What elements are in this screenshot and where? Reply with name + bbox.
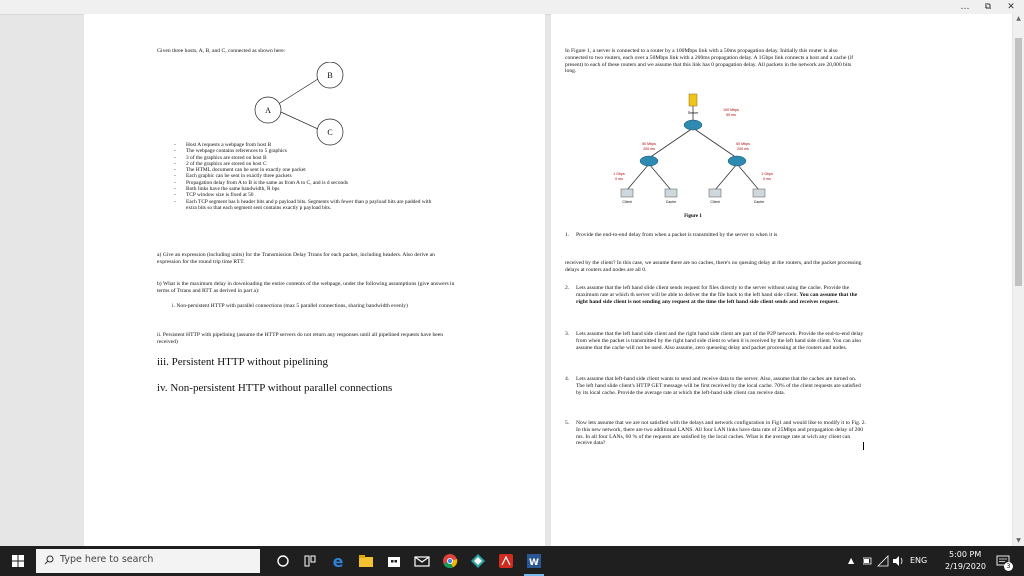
question-b-iii: iii. Persistent HTTP without pipelining <box>157 356 329 368</box>
word-icon[interactable] <box>524 551 544 571</box>
lan-right-delay: 0 ms <box>763 177 771 181</box>
mail-icon[interactable] <box>412 551 432 571</box>
question-b-iv: iv. Non-persistent HTTP without parallel connections <box>157 382 393 394</box>
taskbar <box>0 546 1024 576</box>
assumptions-list <box>172 142 432 211</box>
assumption-item: - Each TCP segment has h header bits and p payload bits. Segments with fewer than p payload bits are padded with extra bits so that each segment sent contains exactly p payload bits. <box>172 199 432 212</box>
question-number: 3. <box>565 331 570 337</box>
scroll-up-icon[interactable]: ▲ <box>1016 15 1021 22</box>
app-diamond-icon[interactable] <box>468 551 488 571</box>
question-3 <box>565 331 866 351</box>
question-number: 5. <box>565 420 570 426</box>
acrobat-icon[interactable] <box>496 551 516 571</box>
clock-date[interactable]: 2/19/2020 <box>945 562 987 571</box>
question-4 <box>565 376 866 396</box>
assumption-item: - The HTML document can be sent in exactly one packet <box>172 167 432 173</box>
windows-logo-icon <box>12 555 24 567</box>
node-b-label: B <box>327 71 333 80</box>
server-icon <box>689 94 697 106</box>
question-b-ii: ii. Persistent HTTP with pipelining (assume the HTTP servers do not return any responses until all pipelined requests have been received) <box>157 332 444 345</box>
router-icon <box>728 156 746 166</box>
assumption-item: - TCP window size is fixed at 50 <box>172 192 432 198</box>
question-b-i: i. Non-persistent HTTP with parallel connections (max 5 parallel connections, sharing bandwidth evenly) <box>172 303 408 309</box>
assumption-item: - 2 of the graphics are stored on host C <box>172 161 432 167</box>
network-icon[interactable] <box>877 555 889 567</box>
question-text: Now lets assume that we are not satisfied with the delays and network configuration in Fig1 and would like to modify it to Fig. 2. In this new network, there are two additional LANS. All four LAN links have data rate of 25Mbps and propagation delay of 200 ms. In all four LANs, 60 % of the requests are satisfied by the local caches. What is the average rate at wich any client can receive data? <box>576 420 866 447</box>
search-icon <box>44 555 54 565</box>
network-figure <box>591 92 831 222</box>
question-5 <box>565 420 866 447</box>
question-text: Lets assume that the left hand slide client sends request for files directly to the server without using the cache. Provide the maximum rate at which th server will be able to deliver the the file back to the left hand side client. <box>576 285 850 298</box>
clock-time[interactable]: 5:00 PM <box>949 550 982 559</box>
cache-label: Cache <box>753 200 765 204</box>
question-2 <box>565 285 866 305</box>
link-top-delay: 50 ms <box>726 113 736 117</box>
question-text: received by the client? In this case, we assume there are no caches, there's no queuing delay at the routers, and the packet processing delays at routers and nodes are all 0. <box>565 260 862 273</box>
client-label: Client <box>622 200 632 204</box>
question-number: 2. <box>565 285 570 291</box>
cortana-icon[interactable] <box>273 551 293 571</box>
question-b: b) What is the maximum delay in downloading the entire contents of the webpage, under the following assumptions (give answers in terms of Ttrans and RTT as derived in part a): <box>157 281 455 294</box>
window-title-bar <box>0 0 1024 15</box>
restore-icon[interactable]: ⧉ <box>984 2 992 12</box>
document-page-left <box>84 14 545 546</box>
node-a-label: A <box>265 106 271 115</box>
lan-left-delay: 0 ms <box>615 177 623 181</box>
vertical-scrollbar[interactable] <box>1013 14 1024 546</box>
server-label: Server <box>687 111 699 115</box>
link-right-delay: 200 ms <box>737 147 749 151</box>
task-view-icon[interactable] <box>300 551 320 571</box>
question-emphasis: You can assume that the right hand side client is not sending any request at the time the left hand side client sends and receives request. <box>576 291 858 305</box>
tray-chevron-icon[interactable]: ▲ <box>848 556 855 565</box>
question-text: Provide the end-to-end delay from when a packet is transmitted by the server to when it is <box>576 232 778 238</box>
battery-icon[interactable] <box>863 556 873 566</box>
question-1-cont <box>565 260 867 274</box>
more-options-icon[interactable]: … <box>960 2 970 12</box>
link-top-rate: 100 Mbps <box>723 108 739 112</box>
question-text: Lets assume that the left hand side client and the right hand side client are part of the P2P network. Provide the end-to-end delay from when the packet is transmitted by the right hand side client to when it is received by the left hand side client. You can also assume that the cache will not be used. Also assume, zero queueing delay and packet processing at the routers and nodes. <box>576 331 864 351</box>
client-icon <box>621 189 633 197</box>
cache-icon <box>753 189 765 197</box>
figure-intro-text: In Figure 1, a server is connected to a router by a 100Mbps link with a 50ms propagation delay. Initially this router is also connected to two routers, each over a 50Mbps link with a 200ms propagation delay. A 1Gbps link connects a host and a cache (if present) to each of these routers and we assume that this link has 0 propagation delay. All packets in the network are 20,000 bits long. <box>565 48 854 75</box>
client-label: Client <box>710 200 720 204</box>
router-icon <box>640 156 658 166</box>
question-1 <box>565 232 866 239</box>
assumption-item: - The webpage contains references to 5 graphics <box>172 148 432 154</box>
question-a: a) Give an expression (including units) for the Transmission Delay Ttrans for each packet, including headers. Also derive an expression for the round trip time RTT. <box>157 252 435 265</box>
node-c-label: C <box>327 128 333 137</box>
notification-count-badge: 3 <box>1004 562 1013 571</box>
cache-label: Cache <box>665 200 677 204</box>
text-cursor <box>863 442 864 450</box>
close-icon[interactable]: ✕ <box>1007 2 1015 12</box>
assumption-item: - Propagation delay from A to B is the same as from A to C, and is d seconds <box>172 180 432 186</box>
question-number: 4. <box>565 376 570 382</box>
chrome-icon[interactable] <box>440 551 460 571</box>
cache-icon <box>665 189 677 197</box>
assumption-item: - Host A requests a webpage from host B <box>172 142 432 148</box>
store-icon[interactable] <box>384 551 404 571</box>
scrollbar-thumb[interactable] <box>1015 38 1022 286</box>
lan-right-rate: 1 Gbps <box>761 172 773 176</box>
intro-text: Given three hosts, A, B, and C, connected as shown here: <box>157 48 286 54</box>
lan-left-rate: 1 Gbps <box>613 172 625 176</box>
language-indicator[interactable]: ENG <box>910 556 928 565</box>
svg-text:e: e <box>332 552 344 571</box>
edge-icon[interactable] <box>328 551 348 571</box>
scroll-down-icon[interactable]: ▼ <box>1016 537 1021 544</box>
link-left-rate: 50 Mbps <box>642 142 656 146</box>
svg-text:W: W <box>529 558 539 568</box>
link-right-rate: 50 Mbps <box>736 142 750 146</box>
assumption-item: - Both links have the same bandwidth, R bps <box>172 186 432 192</box>
question-number: 1. <box>565 232 570 238</box>
link-left-delay: 200 ms <box>643 147 655 151</box>
client-icon <box>709 189 721 197</box>
taskbar-search-box[interactable] <box>36 549 260 573</box>
router-icon <box>684 120 702 130</box>
assumption-item: - Each graphic can be sent in exactly three packets <box>172 173 432 179</box>
search-placeholder: Type here to search <box>60 554 154 565</box>
questions-list <box>565 232 865 472</box>
document-page-right <box>551 14 1012 546</box>
assumption-item: - 3 of the graphics are stored on host B <box>172 155 432 161</box>
start-button[interactable] <box>0 546 36 576</box>
volume-icon[interactable] <box>892 555 904 567</box>
figure-caption: Figure 1 <box>684 214 702 219</box>
question-text: Lets assume that left-hand side client wants to send and receive data to the server. Also, assume that the caches are turned on. The left hand slide client's HTTP GET message will be first received by the local cache. 70% of the client requests are satisfied by its local cache. Provide the average rate at which the left-hand side client can receive data. <box>576 376 861 396</box>
file-explorer-icon[interactable] <box>356 551 376 571</box>
